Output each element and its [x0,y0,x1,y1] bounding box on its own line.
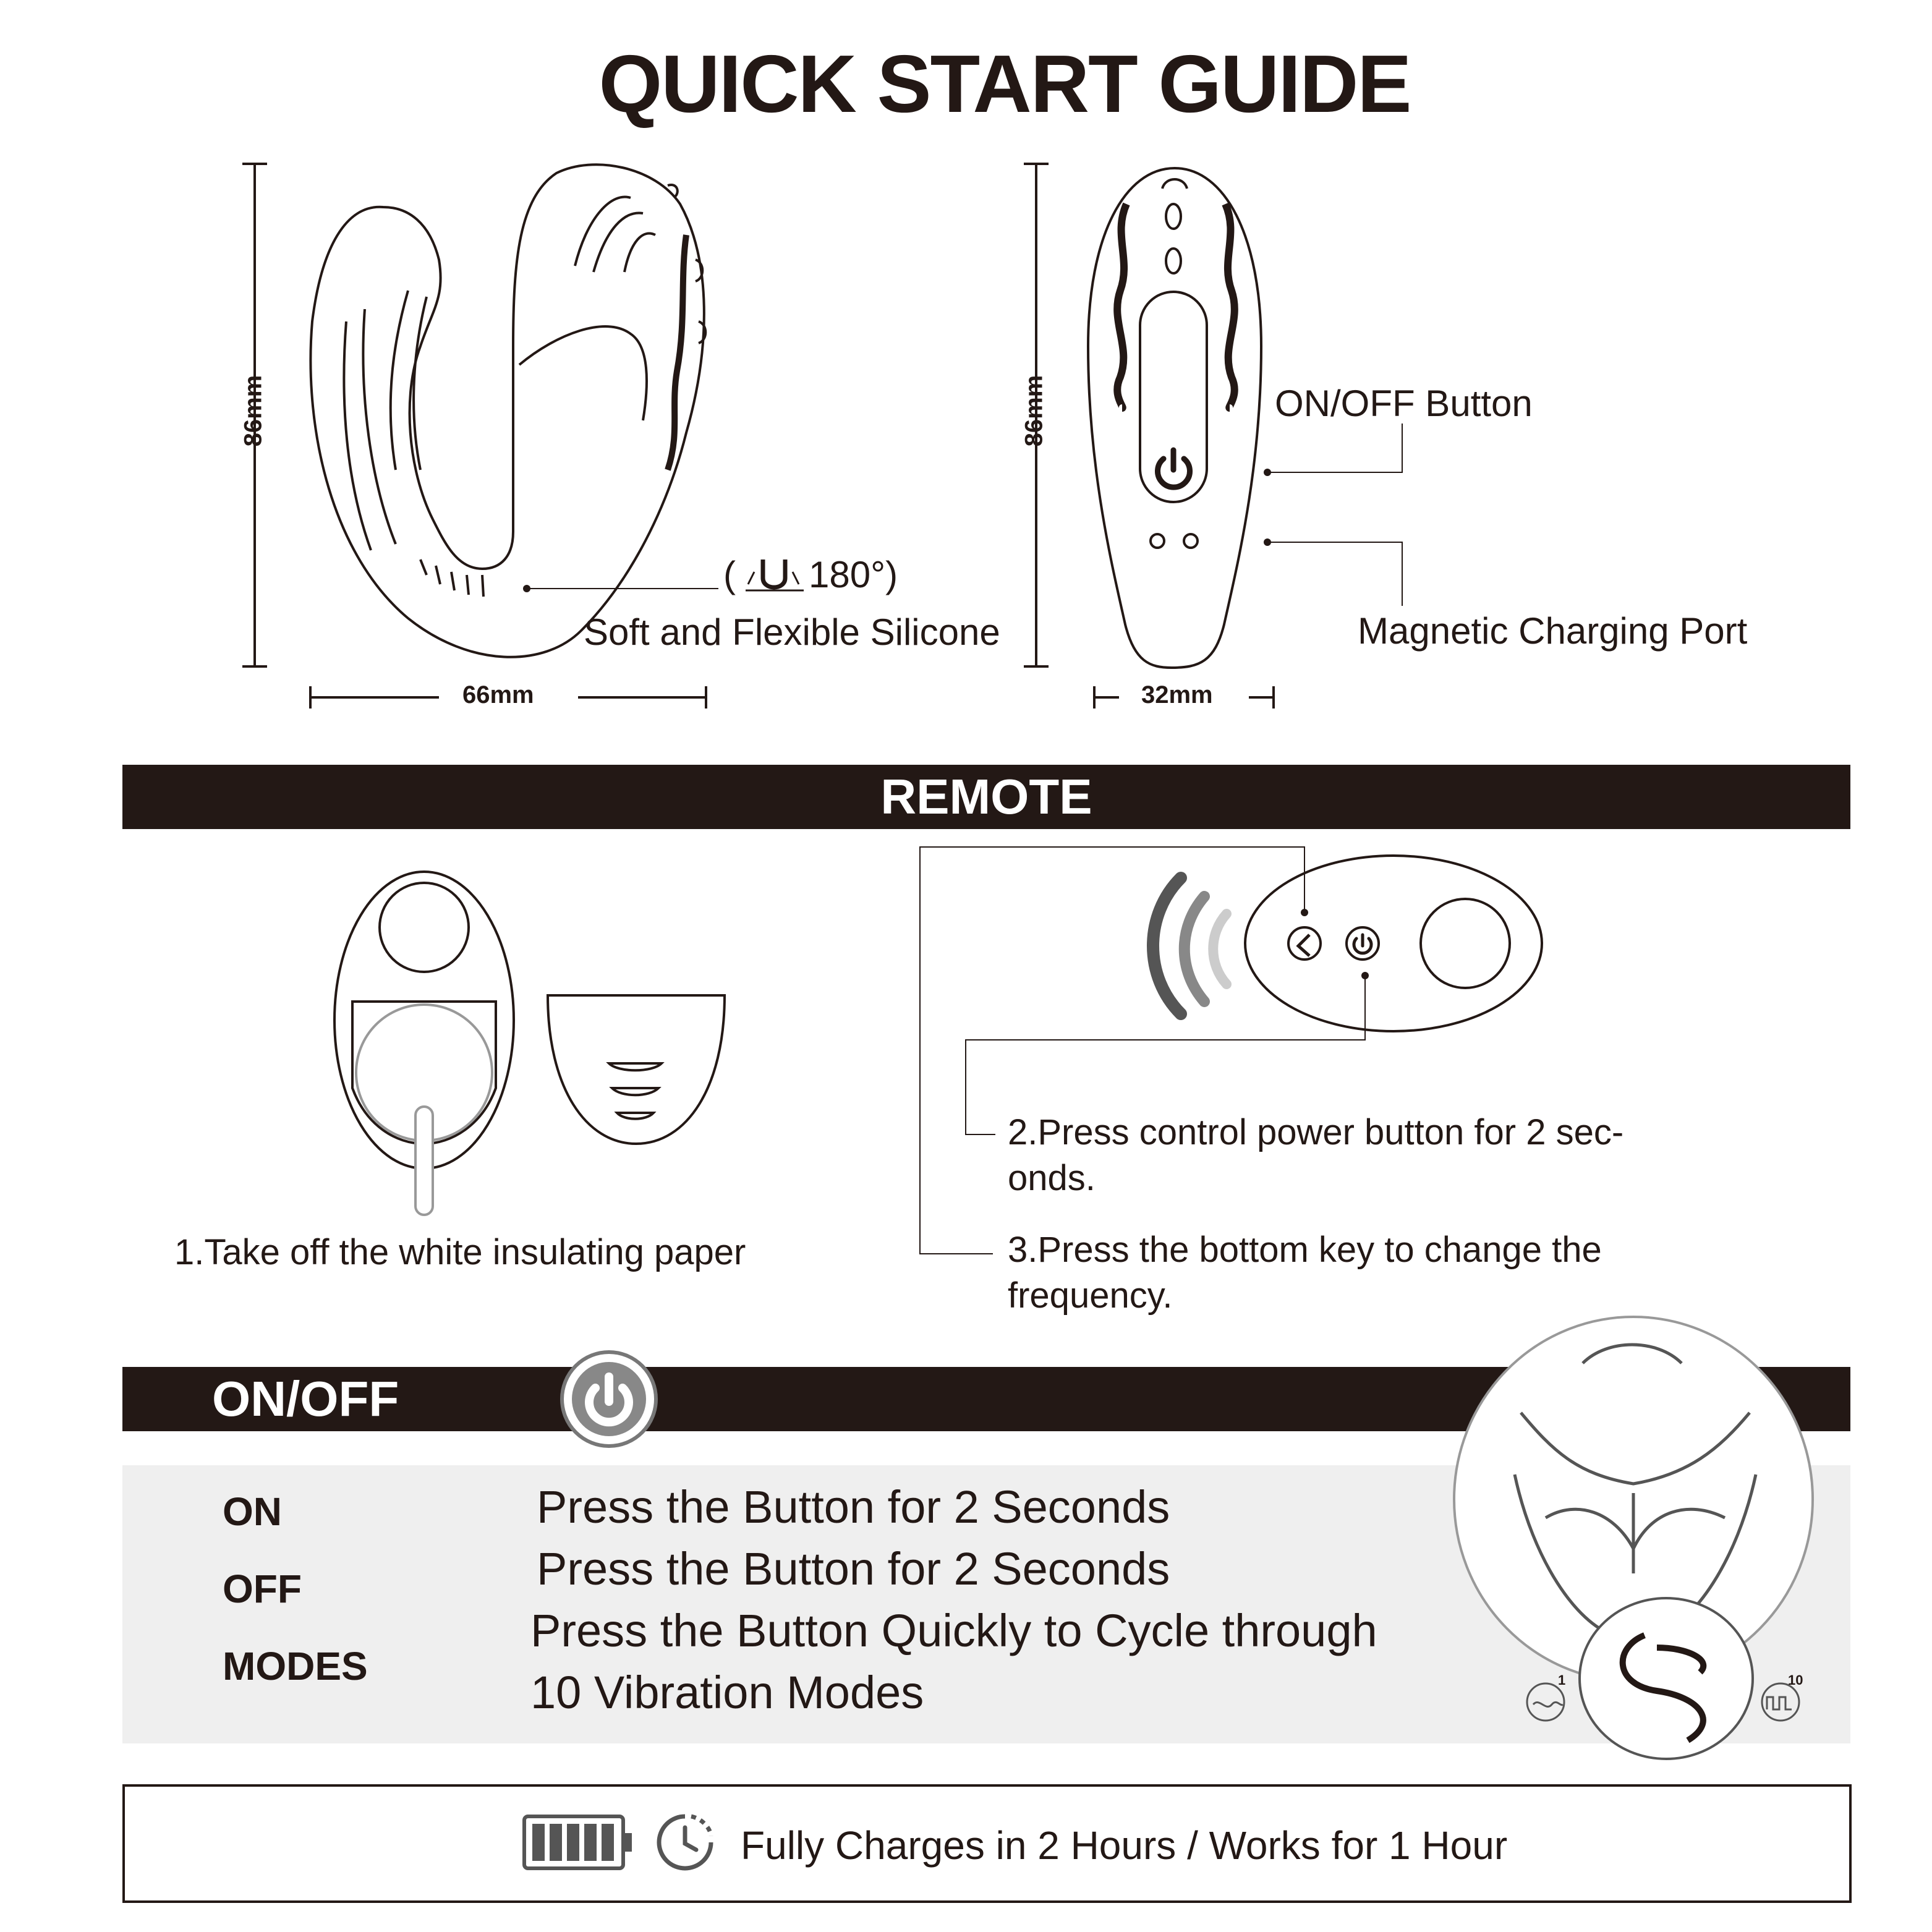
remote-back-view [334,872,514,1215]
remote-front-view [1245,856,1542,1031]
paren-close: ) [885,554,898,595]
onoff-heading: ON/OFF [212,1371,399,1426]
side-height-label: 86mm [239,375,267,447]
pulse-icon [1762,1683,1799,1721]
step2-text [1008,1110,1623,1201]
charging-info-text: Fully Charges in 2 Hours / Works for 1 Hour [741,1823,1508,1868]
remote-header-bar [122,765,1850,829]
mode-max-label: 10 [1788,1672,1803,1688]
step1-text: 1.Take off the white insulating paper [174,1232,746,1272]
power-icon [1354,935,1371,953]
power-icon [1158,450,1190,487]
remote-heading: REMOTE [880,769,1092,824]
mode-key-modes: MODES [223,1644,368,1688]
mode-desc-off: Press the Button for 2 Seconds [537,1543,1170,1594]
mode-min-label: 1 [1558,1672,1566,1688]
step3-line2: frequency. [1008,1275,1173,1316]
onoff-button-label: ON/OFF Button [1275,383,1533,424]
wireless-signal-icon [1153,878,1227,1014]
battery-icon [522,1815,634,1870]
wave-icon [1527,1683,1564,1721]
front-width-label: 32mm [1141,681,1213,709]
ratchet-icon [1298,935,1309,956]
battery-cover [548,995,725,1144]
bend-angle-label [723,553,898,596]
side-width-label: 66mm [462,681,534,709]
mode-key-on: ON [223,1489,282,1534]
angle-value: 180° [808,554,886,595]
mode-key-off: OFF [223,1567,302,1611]
step2-line2: onds. [1008,1158,1096,1198]
device-front-view [1088,168,1261,668]
mode-desc-modes-2: 10 Vibration Modes [530,1667,924,1718]
device-side-view [310,164,705,657]
usage-illustration [1453,1314,1811,1759]
paren-open: ( [723,554,736,595]
silicone-label: Soft and Flexible Silicone [584,611,1000,653]
timer-icon [654,1811,716,1873]
step2-line1: 2.Press control power button for 2 sec- [1008,1112,1624,1152]
charging-port-label: Magnetic Charging Port [1358,610,1748,652]
front-height-label: 86mm [1020,375,1048,447]
step3-line1: 3.Press the bottom key to change the [1008,1230,1602,1270]
mode-desc-on: Press the Button for 2 Seconds [537,1481,1170,1533]
page-title: QUICK START GUIDE [598,38,1411,129]
step3-text [1008,1227,1602,1319]
mode-desc-modes: Press the Button Quickly to Cycle through [530,1605,1377,1656]
onoff-power-badge [560,1350,658,1449]
